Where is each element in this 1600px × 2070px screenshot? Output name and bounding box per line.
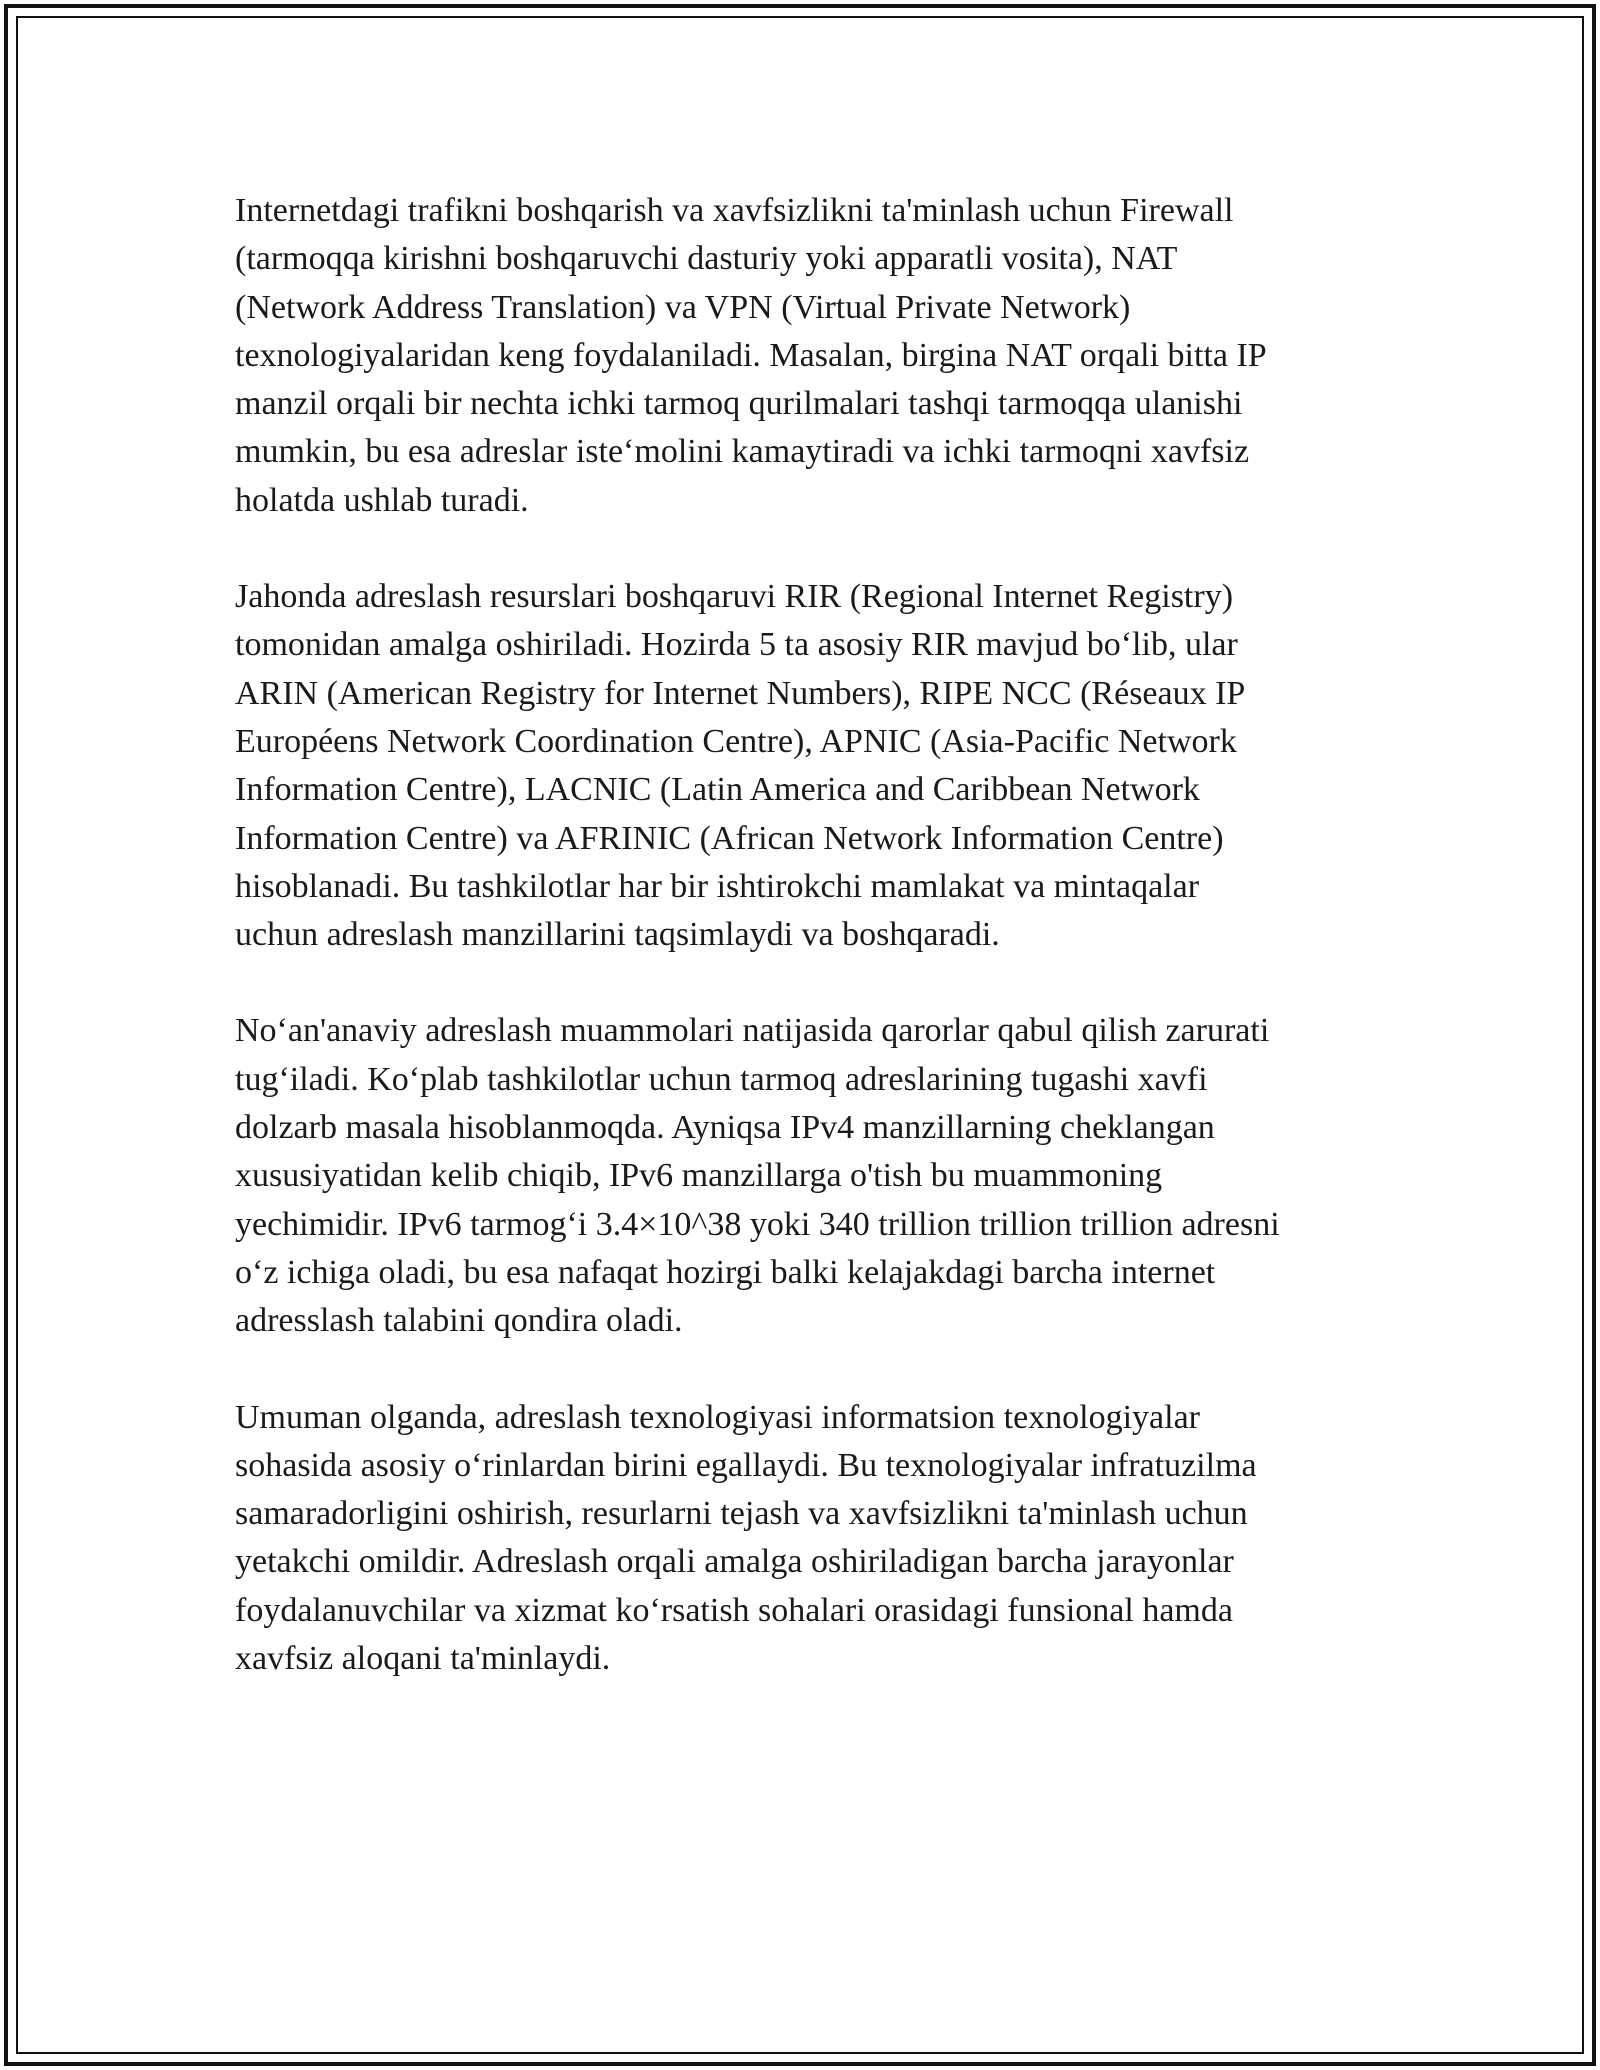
text-line: o‘z ichiga oladi, bu esa nafaqat hozirgi balki kelajakdagi barcha internet (235, 1253, 1216, 1291)
paragraph-conclusion (235, 1394, 1385, 1684)
text-line: manzil orqali bir nechta ichki tarmoq qurilmalari tashqi tarmoqqa ulanishi (235, 385, 1243, 423)
text-line: Internetdagi trafikni boshqarish va xavfsizlikni ta'minlash uchun Firewall (235, 192, 1234, 229)
text-line: No‘an'anaviy adreslash muammolari natijasida qarorlar qabul qilish zarurati (235, 1012, 1270, 1050)
paragraph-rir-registries (235, 573, 1385, 959)
text-line: Européens Network Coordination Centre), APNIC (Asia-Pacific Network (235, 722, 1237, 760)
text-line: texnologiyalaridan keng foydalaniladi. Masalan, birgina NAT orqali bitta IP (235, 336, 1267, 374)
text-line: hisoblanadi. Bu tashkilotlar har bir ishtirokchi mamlakat va mintaqalar (235, 867, 1200, 905)
text-line: Jahonda adreslash resurslari boshqaruvi RIR (Regional Internet Registry) (235, 578, 1234, 616)
text-line: Umuman olganda, adreslash texnologiyasi informatsion texnologiyalar (235, 1398, 1200, 1436)
document-body (235, 187, 1385, 1731)
text-line: sohasida asosiy o‘rinlardan birini egallaydi. Bu texnologiyalar infratuzilma (235, 1446, 1257, 1484)
paragraph-ipv6-transition (235, 1007, 1385, 1345)
text-line: yechimidir. IPv6 tarmog‘i 3.4×10^38 yoki 340 trillion trillion trillion adresni (235, 1205, 1280, 1243)
text-line: yetakchi omildir. Adreslash orqali amalga oshiriladigan barcha jarayonlar (235, 1543, 1234, 1581)
text-line: dolzarb masala hisoblanmoqda. Ayniqsa IPv4 manzillarning cheklangan (235, 1109, 1215, 1147)
text-line: tomonidan amalga oshiriladi. Hozirda 5 ta asosiy RIR mavjud bo‘lib, ular (235, 626, 1238, 664)
text-line: Information Centre), LACNIC (Latin America and Caribbean Network (235, 771, 1200, 809)
paragraph-firewall-nat-vpn (235, 187, 1385, 525)
text-line: samaradorligini oshirish, resurlarni tejash va xavfsizlikni ta'minlash uchun (235, 1495, 1248, 1533)
text-line: ARIN (American Registry for Internet Numbers), RIPE NCC (Réseaux IP (235, 674, 1246, 712)
text-line: holatda ushlab turadi. (235, 481, 529, 519)
text-line: uchun adreslash manzillarini taqsimlaydi va boshqaradi. (235, 916, 1000, 954)
text-line: (Network Address Translation) va VPN (Virtual Private Network) (235, 288, 1131, 326)
text-line: tug‘iladi. Ko‘plab tashkilotlar uchun tarmoq adreslarining tugashi xavfi (235, 1060, 1208, 1098)
text-line: mumkin, bu esa adreslar iste‘molini kamaytiradi va ichki tarmoqni xavfsiz (235, 433, 1250, 471)
text-line: (tarmoqqa kirishni boshqaruvchi dasturiy yoki apparatli vosita), NAT (235, 240, 1178, 278)
text-line: adresslash talabini qondira oladi. (235, 1302, 683, 1340)
text-line: xususiyatidan kelib chiqib, IPv6 manzillarga o'tish bu muammoning (235, 1157, 1163, 1195)
text-line: foydalanuvchilar va xizmat ko‘rsatish sohalari orasidagi funsional hamda (235, 1591, 1233, 1629)
text-line: Information Centre) va AFRINIC (African Network Information Centre) (235, 819, 1224, 857)
text-line: xavfsiz aloqani ta'minlaydi. (235, 1640, 611, 1678)
